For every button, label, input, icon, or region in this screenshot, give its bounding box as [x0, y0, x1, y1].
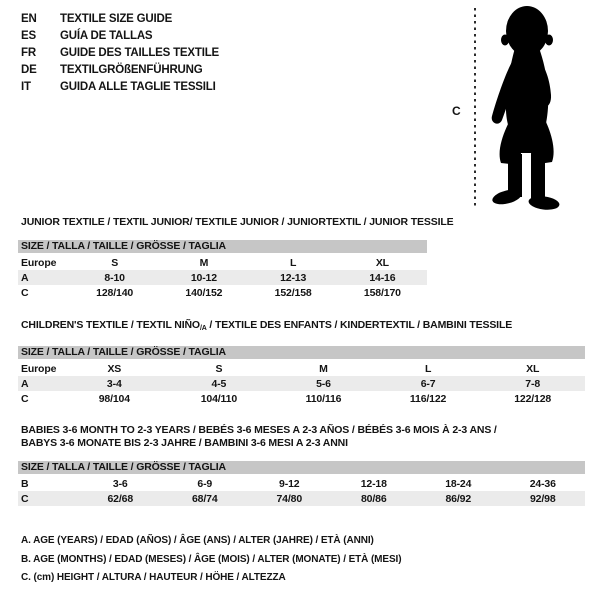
babies-section-title-line2: BABYS 3-6 MONATE BIS 2-3 JAHRE / BAMBINI 3-6 MESI A 2-3 ANNI — [21, 437, 348, 449]
language-list — [21, 10, 219, 95]
childrens-section-title — [18, 319, 585, 335]
cell: 152/158 — [274, 286, 312, 299]
junior-size-header-bar: SIZE / TALLA / TAILLE / GRÖSSE / TAGLIA — [18, 240, 427, 253]
language-row-es — [21, 27, 219, 44]
cell: 3-6 — [112, 477, 128, 490]
cell: 158/170 — [363, 286, 401, 299]
language-code: EN — [21, 12, 37, 25]
legend-line-a: A. AGE (YEARS) / EDAD (AÑOS) / ÂGE (ANS) / ALTER (JAHRE) / ETÀ (ANNI) — [21, 535, 374, 546]
cell: 6-7 — [420, 377, 436, 390]
language-row-en — [21, 10, 219, 27]
language-label: GUIDA ALLE TAGLIE TESSILI — [60, 80, 216, 93]
measurement-legend — [21, 532, 401, 588]
table-row-a — [18, 270, 427, 285]
cell: 9-12 — [279, 477, 300, 490]
row-label: C — [21, 392, 29, 405]
cell: 140/152 — [185, 286, 223, 299]
baby-shorts — [500, 122, 554, 165]
cell: 104/110 — [200, 392, 238, 405]
table-row-b — [18, 476, 585, 491]
cell: 5-6 — [316, 377, 331, 390]
title-part: CHILDREN'S TEXTILE / TEXTIL NIÑO — [21, 319, 200, 331]
cell: 12-18 — [360, 477, 387, 490]
babies-section-title-line1: BABIES 3-6 MONTH TO 2-3 YEARS / BEBÉS 3-6 MESES A 2-3 AÑOS / BÉBÉS 3-6 MOIS À 2-3 ANS / — [21, 424, 497, 436]
language-row-de — [21, 61, 219, 78]
title-subscript: /A — [199, 325, 207, 332]
cell: 74/80 — [276, 492, 303, 505]
cell: XL — [526, 362, 540, 375]
cell: 3-4 — [106, 377, 122, 390]
row-label: Europe — [21, 362, 57, 375]
cell: 92/98 — [529, 492, 556, 505]
cell: 98/104 — [98, 392, 130, 405]
legend-line-b: B. AGE (MONTHS) / EDAD (MESES) / ÂGE (MOIS) / ALTER (MONATE) / ETÀ (MESI) — [21, 553, 402, 565]
language-label: TEXTILE SIZE GUIDE — [60, 12, 173, 25]
junior-textile-section — [18, 216, 454, 300]
language-label: TEXTILGRÖßENFÜHRUNG — [60, 63, 203, 76]
table-row-c — [18, 285, 427, 300]
cell: 80/86 — [360, 492, 387, 505]
language-code: IT — [21, 80, 31, 93]
cell: 68/74 — [191, 492, 218, 505]
cell: 86/92 — [445, 492, 472, 505]
language-label: GUIDE DES TAILLES TEXTILE — [60, 46, 219, 59]
cell: M — [199, 256, 209, 269]
cell: 128/140 — [96, 286, 134, 299]
cell: 10-12 — [190, 271, 217, 284]
cell: 122/128 — [514, 392, 552, 405]
cell: S — [111, 256, 119, 269]
babies-size-header-bar: SIZE / TALLA / TAILLE / GRÖSSE / TAGLIA — [18, 461, 585, 474]
language-label: GUÍA DE TALLAS — [60, 29, 153, 42]
cell: 18-24 — [445, 477, 472, 490]
cell: 24-36 — [529, 477, 556, 490]
baby-ear-left — [501, 35, 509, 46]
childrens-textile-section — [18, 319, 585, 406]
cell: 7-8 — [525, 377, 541, 390]
height-measure-label: C — [452, 104, 461, 118]
title-part: / TEXTILE DES ENFANTS / KINDERTEXTIL / BAMBINI TESSILE — [206, 319, 513, 331]
table-row-c — [18, 491, 585, 506]
row-label: C — [21, 286, 29, 299]
cell: 110/116 — [305, 392, 342, 405]
language-row-fr — [21, 44, 219, 61]
cell: L — [289, 256, 297, 269]
row-label: A — [21, 377, 29, 390]
baby-silhouette-icon — [482, 4, 570, 210]
table-row-europe — [18, 255, 427, 270]
table-row-a — [18, 376, 585, 391]
cell: 62/68 — [107, 492, 134, 505]
language-code: FR — [21, 46, 36, 59]
baby-leg-right — [531, 154, 545, 201]
baby-ear-right — [545, 35, 553, 46]
row-label: A — [21, 271, 29, 284]
cell: 6-9 — [197, 477, 213, 490]
height-measure-dotted-line — [474, 8, 476, 209]
cell: L — [424, 362, 432, 375]
language-code: DE — [21, 63, 37, 76]
childrens-size-header-bar: SIZE / TALLA / TAILLE / GRÖSSE / TAGLIA — [18, 346, 585, 359]
table-row-c — [18, 391, 585, 406]
row-label: C — [21, 492, 29, 505]
cell: M — [319, 362, 328, 375]
row-label: Europe — [21, 256, 57, 269]
babies-textile-section — [18, 424, 585, 506]
junior-section-title: JUNIOR TEXTILE / TEXTIL JUNIOR/ TEXTILE JUNIOR / JUNIORTEXTIL / JUNIOR TESSILE — [21, 216, 454, 228]
language-row-it — [21, 78, 219, 95]
cell: S — [215, 362, 223, 375]
cell: 116/122 — [409, 392, 447, 405]
cell: 4-5 — [211, 377, 227, 390]
cell: 8-10 — [104, 271, 125, 284]
cell: 12-13 — [280, 271, 307, 284]
legend-line-c: C. (cm) HEIGHT / ALTURA / HAUTEUR / HÖHE / ALTEZZA — [21, 572, 286, 583]
row-label: B — [21, 477, 29, 490]
cell: XS — [107, 362, 122, 375]
table-row-europe — [18, 361, 585, 376]
cell: XL — [375, 256, 389, 269]
cell: 14-16 — [369, 271, 396, 284]
language-code: ES — [21, 29, 36, 42]
